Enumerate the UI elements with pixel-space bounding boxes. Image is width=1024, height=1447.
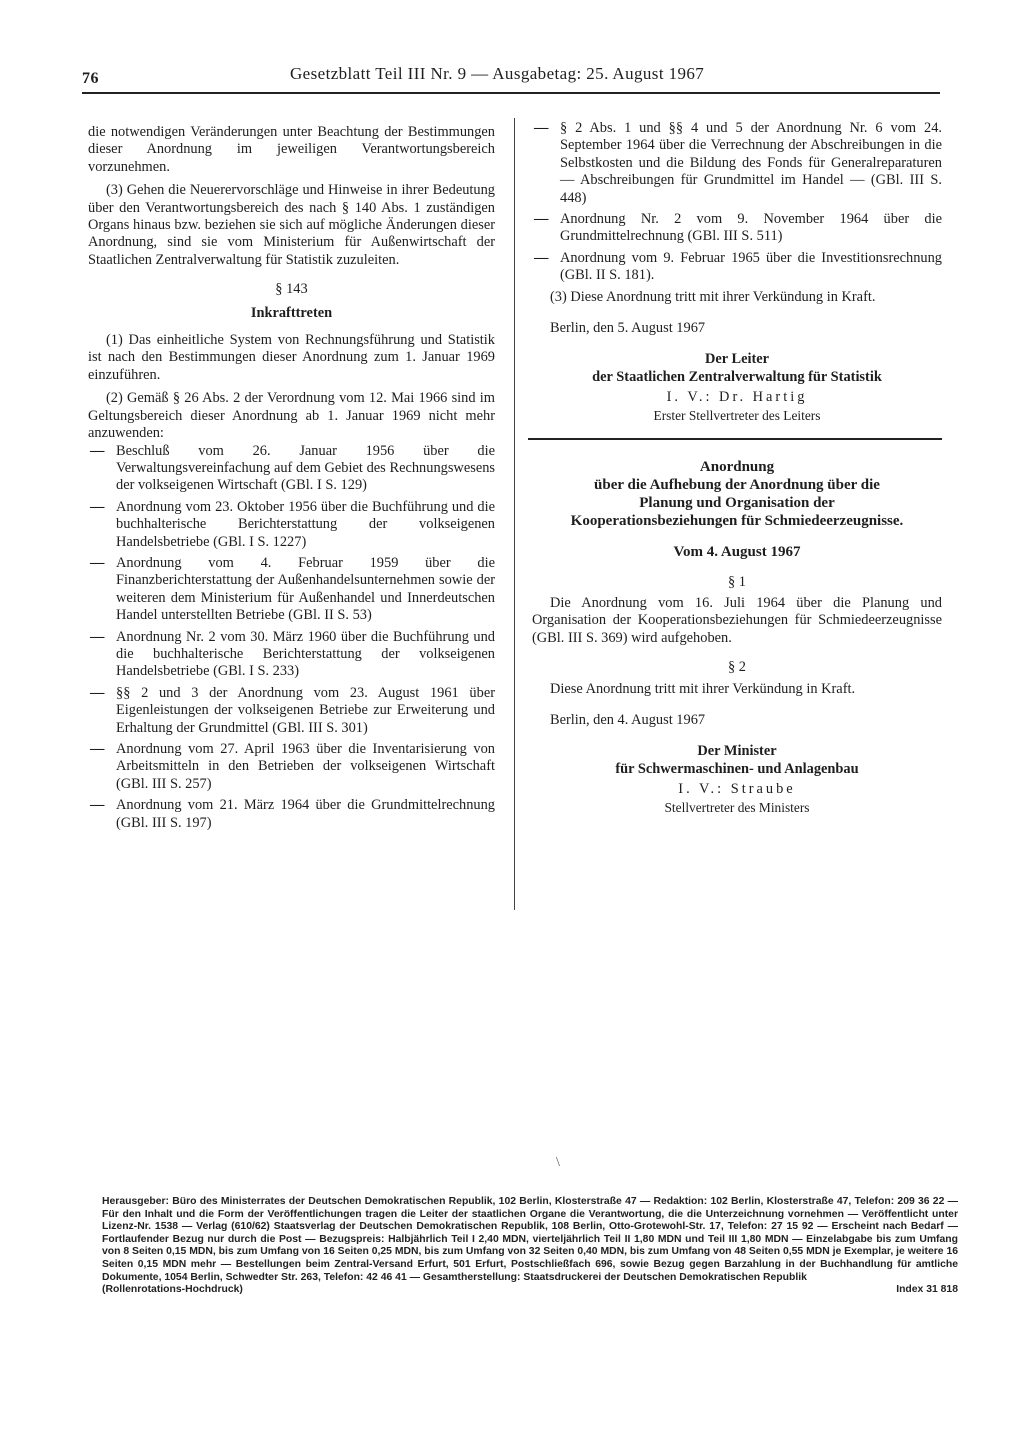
list-item: — Beschluß vom 26. Januar 1956 über die Verwaltungsvereinfachung auf dem Gebiet des Rechnungswesens der volkseigenen Wirtschaft (GBl. I S. 129)	[88, 443, 495, 495]
decree-signatory-title: Der Minister	[697, 743, 777, 760]
list-item: — Anordnung vom 27. April 1963 über die Inventarisierung von Arbeitsmitteln in den Betrieben der volkseigenen Wirtschaft (GBl. III S. 257)	[88, 741, 495, 793]
list-item: — Anordnung vom 4. Februar 1959 über die Finanzberichterstattung der Außenhandelsunternehmen sowie der weiteren dem Ministerium für Außenhandel und Innerdeutschen Handel unterstellten Betriebe (GBl. II S. 53)	[88, 555, 495, 625]
decree-signatory-authority: für Schwermaschinen- und Anlagenbau	[615, 760, 859, 777]
list-item: — Anordnung Nr. 2 vom 9. November 1964 über die Grundmittelrechnung (GBl. III S. 511)	[532, 211, 942, 246]
decree-title-line: über die Aufhebung der Anordnung über die	[594, 477, 880, 494]
paragraph-2: (2) Gemäß § 26 Abs. 2 der Verordnung vom 12. Mai 1966 sind im Geltungsbereich dieser Anordnung ab 1. Januar 1969 nicht mehr anzuwenden:	[88, 390, 495, 442]
repealed-list-continued	[532, 120, 942, 285]
decree-signature-block	[532, 743, 942, 816]
page-header	[82, 62, 940, 94]
paragraph-1: (1) Das einheitliche System von Rechnungsführung und Statistik ist nach den Bestimmungen dieser Anordnung zum 1. Januar 1969 einzuführen.	[88, 332, 495, 383]
list-item: — Anordnung vom 9. Februar 1965 über die Investitionsrechnung (GBl. II S. 181).	[532, 250, 942, 285]
decree-section-1-text: Die Anordnung vom 16. Juli 1964 über die Planung und Organisation der Kooperationsbeziehungen für Schmiedeerzeugnisse (GBl. III S. 369) wird aufgehoben.	[532, 594, 942, 646]
section-title: Inkrafttreten	[250, 304, 333, 321]
signatory-name: I. V.: Dr. Hartig	[666, 389, 808, 406]
decree-title-line: Anordnung	[699, 459, 775, 476]
decree-section-2-text: Diese Anordnung tritt mit ihrer Verkündung in Kraft.	[550, 680, 856, 697]
intro-paragraph: die notwendigen Veränderungen unter Beachtung der Bestimmungen dieser Anordnung im jeweiligen Verantwortungsbereich vorzunehmen.	[88, 124, 495, 175]
final-paragraph: (3) Diese Anordnung tritt mit ihrer Verkündung in Kraft.	[550, 288, 876, 305]
section-number: § 143	[275, 281, 308, 298]
right-column	[532, 120, 942, 816]
list-item: — § 2 Abs. 1 und §§ 4 und 5 der Anordnung Nr. 6 vom 24. September 1964 über die Verrechnung der Abschreibungen in die Selbstkosten und die Bildung des Fonds für Generalreparaturen — Abschreibungen für Grundmittel im Handel — (GBl. III S. 448)	[532, 120, 942, 207]
footer-imprint	[102, 1196, 958, 1297]
decree-title-line: Planung und Organisation der	[639, 495, 835, 512]
decree-date: Vom 4. August 1967	[673, 544, 801, 561]
header-title: Gesetzblatt Teil III Nr. 9 — Ausgabetag: 25. August 1967	[290, 64, 705, 83]
decree-signatory-role: Stellvertreter des Ministers	[664, 799, 810, 815]
repealed-list	[88, 443, 495, 833]
column-divider	[514, 118, 515, 910]
signatory-title: Der Leiter	[704, 351, 770, 368]
decree-section-1-number: § 1	[728, 573, 746, 590]
decree-section-2-number: § 2	[728, 659, 746, 676]
decree-title-line: Kooperationsbeziehungen für Schmiedeerzeugnisse.	[570, 513, 904, 530]
left-column	[88, 124, 495, 836]
signatory-authority: der Staatlichen Zentralverwaltung für Statistik	[592, 368, 882, 385]
list-item: — §§ 2 und 3 der Anordnung vom 23. August 1961 über Eigenleistungen der volkseigenen Betriebe zur Erweiterung und Erhaltung der Grundmittel (GBl. III S. 301)	[88, 685, 495, 737]
print-method: (Rollenrotations-Hochdruck)	[102, 1284, 243, 1296]
decree-title	[532, 458, 942, 530]
decree-place-date: Berlin, den 4. August 1967	[550, 711, 706, 728]
decree-signatory-name: I. V.: Straube	[678, 781, 796, 798]
place-date: Berlin, den 5. August 1967	[550, 320, 706, 337]
imprint-text: Herausgeber: Büro des Ministerrates der Deutschen Demokratischen Republik, 102 Berlin, Klosterstraße 47 — Redaktion: 102 Berlin, Klosterstraße 47, Telefon: 209 36 22 — Für den Inhalt und die Form der Veröffentlichungen tragen die Leiter der staatlichen Organe die Verantwortung, die die Unterzeichnung vornehmen — Veröffentlicht unter Lizenz-Nr. 1538 — Verlag (610/62) Staatsverlag der Deutschen Demokratischen Republik, 108 Berlin, Otto-Grotewohl-Str. 17, Telefon: 27 15 92 — Erscheint nach Bedarf — Fortlaufender Bezug nur durch die Post — Bezugspreis: Halbjährlich Teil I 2,40 MDN, vierteljährlich Teil II 1,80 MDN und Teil III 1,80 MDN — Einzelabgabe bis zum Umfang von 8 Seiten 0,15 MDN, bis zum Umfang von 16 Seiten 0,25 MDN, bis zum Umfang von 32 Seiten 0,40 MDN, bis zum Umfang von 48 Seiten 0,55 MDN je Exemplar, je weitere 16 Seiten 0,15 MDN mehr — Bestellungen beim Zentral-Versand Erfurt, 501 Erfurt, Postschließfach 696, sowie Bezug gegen Barzahlung in der Buchhandlung für amtliche Dokumente, 1054 Berlin, Schwedter Str. 263, Telefon: 42 46 41 — Gesamtherstellung: Staatsdruckerei der Deutschen Demokratischen Republik	[102, 1196, 958, 1283]
paragraph-3: (3) Gehen die Neuerervorschläge und Hinweise in ihrer Bedeutung über den Verantwortungsbereich des nach § 140 Abs. 1 zuständigen Organs hinaus bzw. beziehen sie sich auf mögliche Änderungen dieser Anordnung, sind sie vom Ministerium für Außenwirtschaft der Staatlichen Zentralverwaltung für Statistik zuzuleiten.	[88, 182, 495, 268]
list-item: — Anordnung vom 21. März 1964 über die Grundmittelrechnung (GBl. III S. 197)	[88, 797, 495, 832]
stray-mark: \	[556, 1155, 560, 1170]
section-separator	[528, 438, 942, 440]
index-number: Index 31 818	[896, 1284, 958, 1296]
list-item: — Anordnung vom 23. Oktober 1956 über die Buchführung und die buchhalterische Berichterstattung der volkseigenen Handelsbetriebe (GBl. I S. 1227)	[88, 499, 495, 551]
list-item: — Anordnung Nr. 2 vom 30. März 1960 über die Buchführung und die buchhalterische Berichterstattung der volkseigenen Handelsbetriebe (GBl. I S. 233)	[88, 629, 495, 681]
signature-block	[532, 351, 942, 424]
signatory-role: Erster Stellvertreter des Leiters	[653, 407, 821, 423]
page-number: 76	[82, 70, 99, 87]
